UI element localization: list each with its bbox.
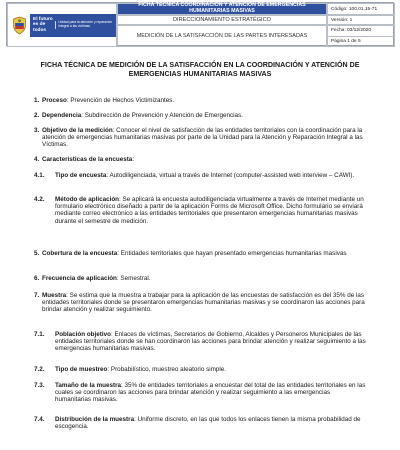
item-number: 7.4. <box>34 416 45 423</box>
item-text: : Uniforme discreto, en las que todos los enlaces tienen la misma probabilidad de escogencia. <box>55 416 361 431</box>
header-code: Código: 100,01,15-71 <box>327 3 395 15</box>
item-number: 2. <box>34 112 40 119</box>
item-text: : Subdirección de Prevención y Atención de Emergencias. <box>81 112 243 119</box>
item-label: Dependencia <box>42 112 82 119</box>
item-4-2 <box>34 196 366 225</box>
item-7-3 <box>34 382 366 404</box>
item-number: 4. <box>34 156 40 163</box>
item-7-2 <box>34 366 366 373</box>
item-text: : Se aplicará la encuesta autodiligenciada virtualmente a través de Internet mediante un formulario electrónico diseñado a partir de la aplicación Forms de Microsoft Office. Dicho formulario se enviará mediante correo electrónico a las entidades territoriales que presentaron emergencias humanitarias masivas durante el semestre de medición. <box>55 196 364 225</box>
item-text: : Semestral. <box>116 275 151 282</box>
item-text: : 35% de entidades territoriales a encuestar del total de las entidades territoriales en las cuales se coordinaron las acciones para brindar atención y realizar seguimiento a las emergencias humanitarias masivas. <box>55 382 366 404</box>
item-label: Objetivo de la medición <box>42 127 113 134</box>
item-7-4 <box>34 416 366 430</box>
item-label: Tamaño de la muestra <box>55 382 122 389</box>
item-number: 7.3. <box>34 382 45 389</box>
item-text: : <box>132 156 135 163</box>
logo-badge <box>30 14 116 37</box>
item-number: 5. <box>34 250 40 257</box>
header-title: FICHA TÉCNICA COORDINACIÓN Y ATENCIÓN DE EMERGENCIAS HUMANITARIAS MASIVAS <box>117 3 327 15</box>
item-number: 1. <box>34 97 40 104</box>
item-5 <box>34 250 374 257</box>
header-date-page <box>327 25 395 47</box>
item-text: : Probabilístico, muestreo aleatorio simple. <box>107 366 227 373</box>
item-number: 7.1. <box>34 331 45 338</box>
item-label: Cobertura de la encuesta <box>42 250 118 257</box>
item-number: 7.2. <box>34 366 45 373</box>
document-title: FICHA TÉCNICA DE MEDICIÓN DE LA SATISFACCIÓN EN LA COORDINACIÓN Y ATENCIÓN DE EMERGENCIAS HUMANITARIAS MASIVAS <box>40 61 360 78</box>
item-4 <box>34 156 374 163</box>
item-text: : Prevención de Hechos Victimizantes. <box>66 97 175 104</box>
logo-text: El futuro es de todos <box>33 16 53 33</box>
header-area: DIRECCIONAMIENTO ESTRATÉGICO <box>117 15 327 25</box>
item-text: : Enlaces de víctimas, Secretarios de Gobierno, Alcaldes y Personeros Municipales de las entidades territoriales donde se han coordinaron las acciones para brindar atención y realizar seguimiento a las emergencias humanitarias masivas. <box>55 331 366 353</box>
item-text: : Entidades territoriales que hayan presentado emergencias humanitarias masivas <box>117 250 347 257</box>
item-4-1 <box>34 172 366 179</box>
item-1 <box>34 97 374 104</box>
item-label: Método de aplicación <box>55 196 120 203</box>
logo-subtext: Unidad para la atención y reparación integral a las víctimas <box>55 21 113 29</box>
item-number: 4.1. <box>34 172 45 179</box>
item-6 <box>34 275 374 282</box>
item-label: Tipo de encuesta <box>55 172 107 179</box>
header-process: MEDICIÓN DE LA SATISFACCIÓN DE LAS PARTES INTERESADAS <box>117 25 327 47</box>
item-label: Características de la encuesta <box>42 156 133 163</box>
item-label: Proceso <box>42 97 67 104</box>
header-date: Fecha: 03/12/2020 <box>331 28 372 34</box>
item-label: Muestra <box>42 292 67 299</box>
item-label: Tipo de muestreo <box>55 366 108 373</box>
item-3 <box>34 127 374 149</box>
item-label: Frecuencia de aplicación <box>42 275 117 282</box>
item-number: 6. <box>34 275 40 282</box>
item-label: Distribución de la muestra <box>55 416 135 423</box>
item-7 <box>34 292 374 314</box>
item-2 <box>34 112 374 119</box>
item-7-1 <box>34 331 366 353</box>
item-text: : Autodiligenciada, virtual a través de Internet (computer-assisted web interview – CAWI). <box>106 172 355 179</box>
item-text: : Conocer el nivel de satisfacción de las entidades territoriales con la coordinación para la atención de emergencias humanitarias masivas por parte de la Unidad para la Atención y Reparación Integral a las Víctimas. <box>42 127 363 149</box>
logo-cell <box>7 3 117 47</box>
document-header <box>6 2 394 46</box>
item-text: : Se estima que la muestra a trabajar para la aplicación de las encuestas de satisfacción es del 35% de las entidades territoriales donde se presentaron emergencias humanitarias masivas y se coordinaron las acciones para brindar atención y realizar seguimiento. <box>42 292 365 314</box>
item-number: 7. <box>34 292 40 299</box>
header-version: Versión: 1 <box>327 15 395 25</box>
coat-of-arms-icon <box>12 16 27 35</box>
header-page: Página 1 de 5 <box>328 36 394 47</box>
item-number: 4.2. <box>34 196 45 203</box>
item-number: 3. <box>34 127 40 134</box>
item-label: Población objetivo <box>55 331 111 338</box>
